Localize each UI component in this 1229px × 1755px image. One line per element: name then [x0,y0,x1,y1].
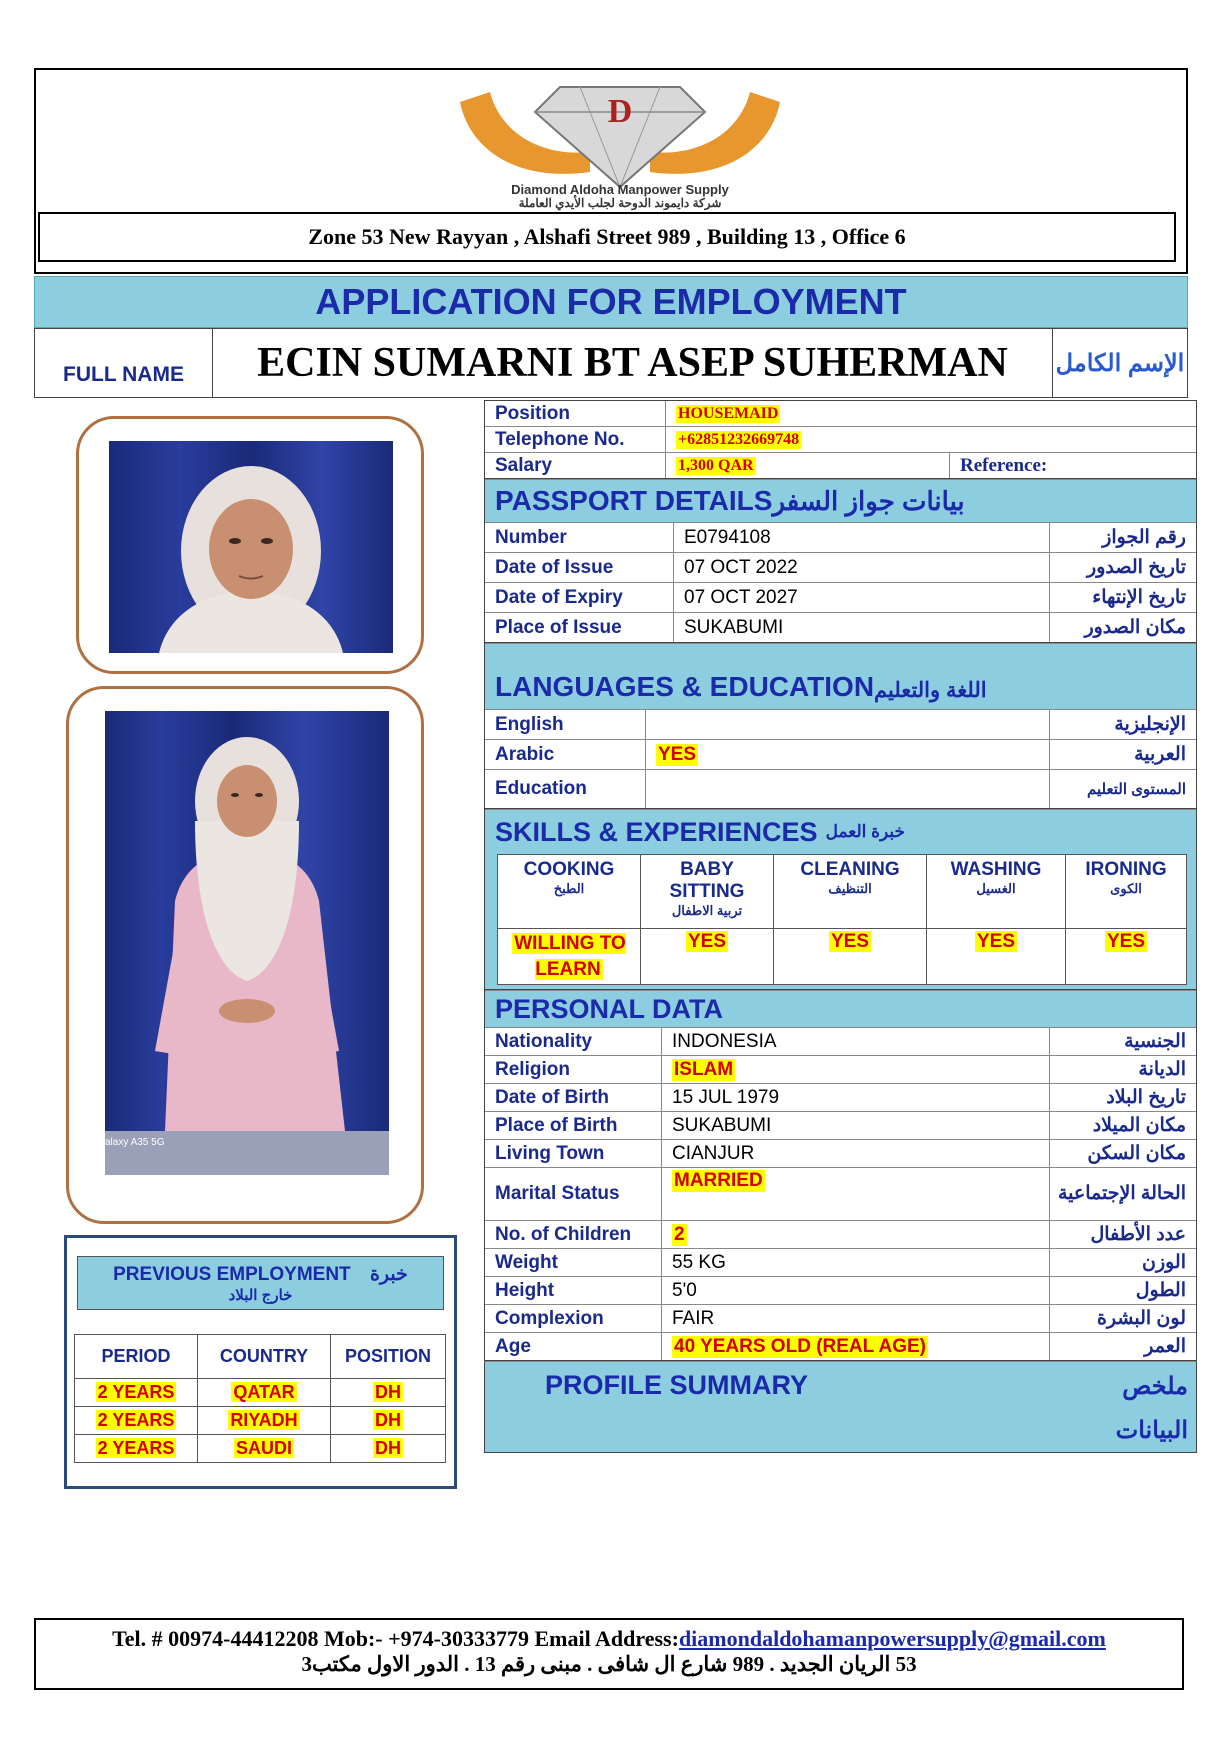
passport-section [484,479,1197,643]
personal-row [485,1276,1196,1304]
passport-label: Date of Issue [495,556,614,578]
company-logo [440,72,800,212]
passport-label-ar: رقم الجواز [1049,523,1196,552]
table-row [75,1407,446,1435]
language-value [645,770,1049,808]
personal-label: Complexion [495,1307,604,1329]
personal-row [485,1139,1196,1167]
skill-cooking-value: WILLING TO LEARN [498,929,641,985]
personal-value: 2 [661,1221,1049,1248]
personal-label: Weight [495,1251,558,1273]
personal-row [485,1332,1196,1360]
full-name-row [34,328,1188,398]
personal-row [485,1055,1196,1083]
language-value: YES [645,740,1049,769]
period-cell: 2 YEARS [75,1435,198,1463]
passport-heading-en: PASSPORT DETAILS [495,485,773,516]
personal-label: Religion [495,1058,570,1080]
personal-value: 15 JUL 1979 [661,1084,1049,1111]
footer-address-ar: 53 الريان الجديد . 989 شارع ال شافى . مبنى رقم 13 . الدور الاول مكتب3 [301,1652,917,1676]
passport-row [485,612,1196,642]
passport-label: Date of Expiry [495,586,623,608]
personal-label-ar: العمر [1049,1333,1196,1360]
job-info-section [484,400,1197,479]
personal-label: Age [495,1335,531,1357]
language-value [645,710,1049,739]
footer-contact-line: Tel. # 00974-44412208 Mob:- +974-30333779 Email Address: [112,1626,679,1651]
passport-heading-ar: بيانات جواز السفر [772,485,965,516]
salary-label: Salary [495,454,553,476]
profile-summary-section [484,1361,1197,1453]
personal-data-section [484,990,1197,1361]
photo-watermark: alaxy A35 5G [105,1137,165,1148]
full-name-value: ECIN SUMARNI BT ASEP SUHERMAN [213,329,1053,397]
personal-row [485,1248,1196,1276]
passport-value: SUKABUMI [673,613,1049,642]
previous-employment-box [64,1235,457,1489]
table-row [75,1435,446,1463]
languages-heading [485,643,1196,709]
passport-label-ar: تاريخ الصدور [1049,553,1196,582]
skill-cleaning-value: YES [774,929,927,985]
column-header-country: COUNTRY [198,1335,331,1379]
language-label: Arabic [495,743,555,765]
skill-washing-header: WASHING الغسيل [927,855,1066,929]
personal-label-ar: الجنسية [1049,1028,1196,1055]
position-label: Position [495,402,570,424]
skill-baby-sitting-value: YES [641,929,774,985]
personal-row [485,1220,1196,1248]
personal-label-ar: الوزن [1049,1249,1196,1276]
previous-employment-heading-ar-2: خارج البلاد [228,1287,293,1304]
skills-section [484,809,1197,990]
period-cell: 2 YEARS [75,1379,198,1407]
period-cell: 2 YEARS [75,1407,198,1435]
personal-data-heading: PERSONAL DATA [485,990,1196,1027]
passport-value: 07 OCT 2022 [673,553,1049,582]
skill-cleaning-header: CLEANING التنظيف [774,855,927,929]
footer-contact [34,1618,1184,1690]
profile-summary-heading-ar-2: البيانات [1115,1417,1188,1444]
position-value: HOUSEMAID [665,401,1196,426]
skill-washing-value: YES [927,929,1066,985]
page-title: APPLICATION FOR EMPLOYMENT [34,276,1188,328]
portrait-photo-frame [76,416,424,674]
personal-row [485,1111,1196,1139]
skills-heading-en: SKILLS & EXPERIENCES [495,816,818,847]
skill-baby-sitting-header: BABY SITTING تربية الاطفال [641,855,774,929]
personal-value: SUKABUMI [661,1112,1049,1139]
personal-label-ar: مكان الميلاد [1049,1112,1196,1139]
personal-label-ar: الحالة الإجتماعية [1049,1168,1196,1220]
telephone-value: +62851232669748 [665,427,1196,452]
svg-text:D: D [607,93,633,130]
previous-employment-header-row [75,1335,446,1379]
passport-row [485,552,1196,582]
personal-label: Marital Status [495,1183,620,1204]
personal-label-ar: الديانة [1049,1056,1196,1083]
passport-label: Place of Issue [495,616,622,638]
skill-cooking-header: COOKING الطبخ [498,855,641,929]
position-cell: DH [331,1407,446,1435]
passport-heading [485,479,1196,522]
previous-employment-table [74,1334,446,1463]
personal-row [485,1083,1196,1111]
full-body-photo [105,711,389,1175]
column-header-period: PERIOD [75,1335,198,1379]
language-label-ar: الإنجليزية [1049,710,1196,739]
personal-value: 5'0 [661,1277,1049,1304]
personal-label-ar: تاريخ البلاد [1049,1084,1196,1111]
personal-label-ar: عدد الأطفال [1049,1221,1196,1248]
passport-value: E0794108 [673,523,1049,552]
personal-row [485,1304,1196,1332]
language-row [485,739,1196,769]
telephone-label: Telephone No. [495,428,625,450]
skills-heading [485,809,1196,854]
full-body-photo-frame [66,686,424,1224]
personal-label: Place of Birth [495,1114,618,1136]
skills-header-row [498,855,1187,929]
salary-value: 1,300 QAR [665,453,949,478]
personal-value: 55 KG [661,1249,1049,1276]
full-name-label: FULL NAME [35,329,213,397]
portrait-photo [109,441,393,653]
salary-row [485,452,1196,478]
company-name-en: Diamond Aldoha Manpower Supply [511,182,729,197]
languages-heading-en: LANGUAGES & EDUCATION [495,671,875,702]
country-cell: RIYADH [198,1407,331,1435]
language-label-ar: المستوى التعليم [1049,770,1196,808]
personal-label-ar: مكان السكن [1049,1140,1196,1167]
language-label: Education [495,778,587,799]
company-address: Zone 53 New Rayyan , Alshafi Street 989 , Building 13 , Office 6 [38,212,1176,262]
personal-label: Living Town [495,1142,605,1164]
personal-row [485,1167,1196,1220]
full-name-label-ar: الإسم الكامل [1055,349,1185,377]
position-row [485,401,1196,426]
personal-value: CIANJUR [661,1140,1049,1167]
previous-employment-heading: PREVIOUS EMPLOYMENT [113,1264,351,1285]
personal-value: 40 YEARS OLD (REAL AGE) [661,1333,1049,1360]
previous-employment-heading-ar-1: خبرة [369,1264,408,1285]
language-label-ar: العربية [1049,740,1196,769]
passport-value: 07 OCT 2027 [673,583,1049,612]
telephone-row [485,426,1196,452]
table-row [75,1379,446,1407]
details-panel [484,400,1197,1453]
passport-label-ar: مكان الصدور [1049,613,1196,642]
profile-summary-heading-ar-1: ملخص [1122,1373,1188,1400]
personal-value: MARRIED [661,1168,1049,1220]
skill-ironing-header: IRONING الكوى [1066,855,1187,929]
personal-label: Nationality [495,1030,593,1052]
skills-table [497,854,1187,985]
passport-row [485,522,1196,552]
position-cell: DH [331,1379,446,1407]
position-cell: DH [331,1435,446,1463]
language-row [485,769,1196,808]
passport-label-ar: تاريخ الإنتهاء [1049,583,1196,612]
personal-label: Height [495,1279,555,1301]
personal-value: ISLAM [661,1056,1049,1083]
personal-value: FAIR [661,1305,1049,1332]
personal-value: INDONESIA [661,1028,1049,1055]
skills-value-row [498,929,1187,985]
country-cell: SAUDI [198,1435,331,1463]
profile-summary-heading: PROFILE SUMMARY [545,1370,808,1400]
reference-label: Reference: [949,453,1196,478]
previous-employment-header [77,1256,444,1310]
country-cell: QATAR [198,1379,331,1407]
passport-label: Number [495,526,567,548]
skills-heading-ar: خبرة العمل [825,822,906,841]
company-name-ar: شركة دايموند الدوحة لجلب الأيدي العاملة [518,196,722,210]
personal-label: Date of Birth [495,1086,609,1108]
language-row [485,709,1196,739]
personal-label-ar: لون البشرة [1049,1305,1196,1332]
personal-label-ar: الطول [1049,1277,1196,1304]
column-header-position: POSITION [331,1335,446,1379]
languages-heading-ar: اللغة والتعليم [874,679,987,702]
skill-ironing-value: YES [1066,929,1187,985]
footer-email-link[interactable]: diamondaldohamanpowersupply@gmail.com [678,1626,1106,1651]
personal-row [485,1027,1196,1055]
passport-row [485,582,1196,612]
languages-section [484,643,1197,809]
personal-label: No. of Children [495,1223,632,1245]
language-label: English [495,713,564,735]
